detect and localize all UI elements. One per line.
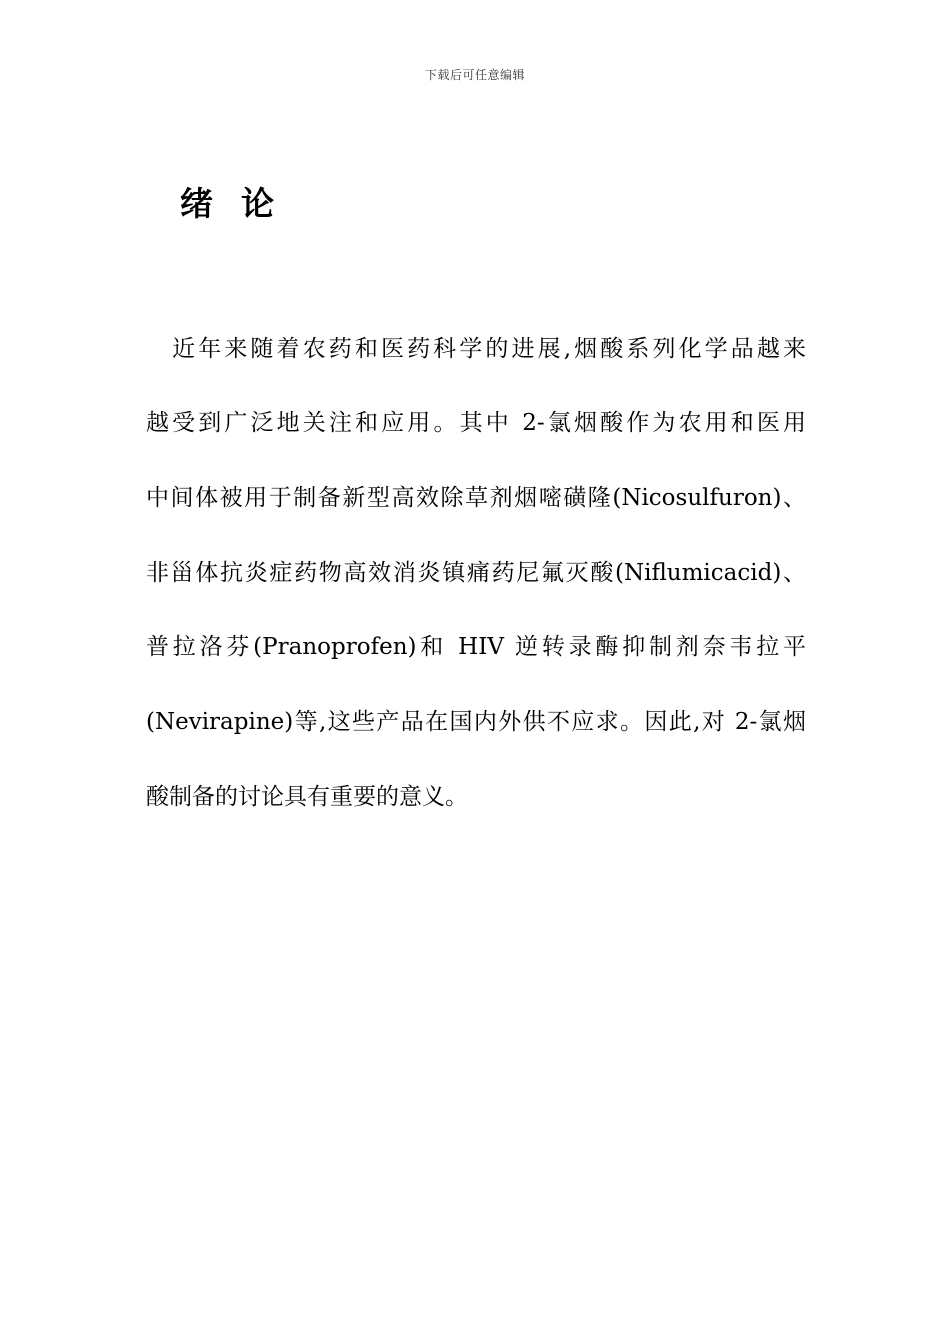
page-title: 绪论 xyxy=(180,184,302,223)
paragraph-line: (Nevirapine)等,这些产品在国内外供不应求。因此,对 2-氯烟 xyxy=(146,709,806,735)
paragraph-line: 酸制备的讨论具有重要的意义。 xyxy=(146,784,468,810)
paragraph-line: 非甾体抗炎症药物高效消炎镇痛药尼氟灭酸(Niflumicacid)、 xyxy=(146,560,806,586)
paragraph-line: 近年来随着农药和医药科学的进展,烟酸系列化学品越来 xyxy=(146,336,806,362)
paragraph-line: 中间体被用于制备新型高效除草剂烟嘧磺隆(Nicosulfuron)、 xyxy=(146,485,806,511)
paragraph-line: 越受到广泛地关注和应用。其中 2-氯烟酸作为农用和医用 xyxy=(146,410,806,436)
header-note: 下载后可任意编辑 xyxy=(424,68,525,82)
paragraph-line: 普拉洛芬(Pranoprofen)和 HIV 逆转录酶抑制剂奈韦拉平 xyxy=(146,634,806,660)
